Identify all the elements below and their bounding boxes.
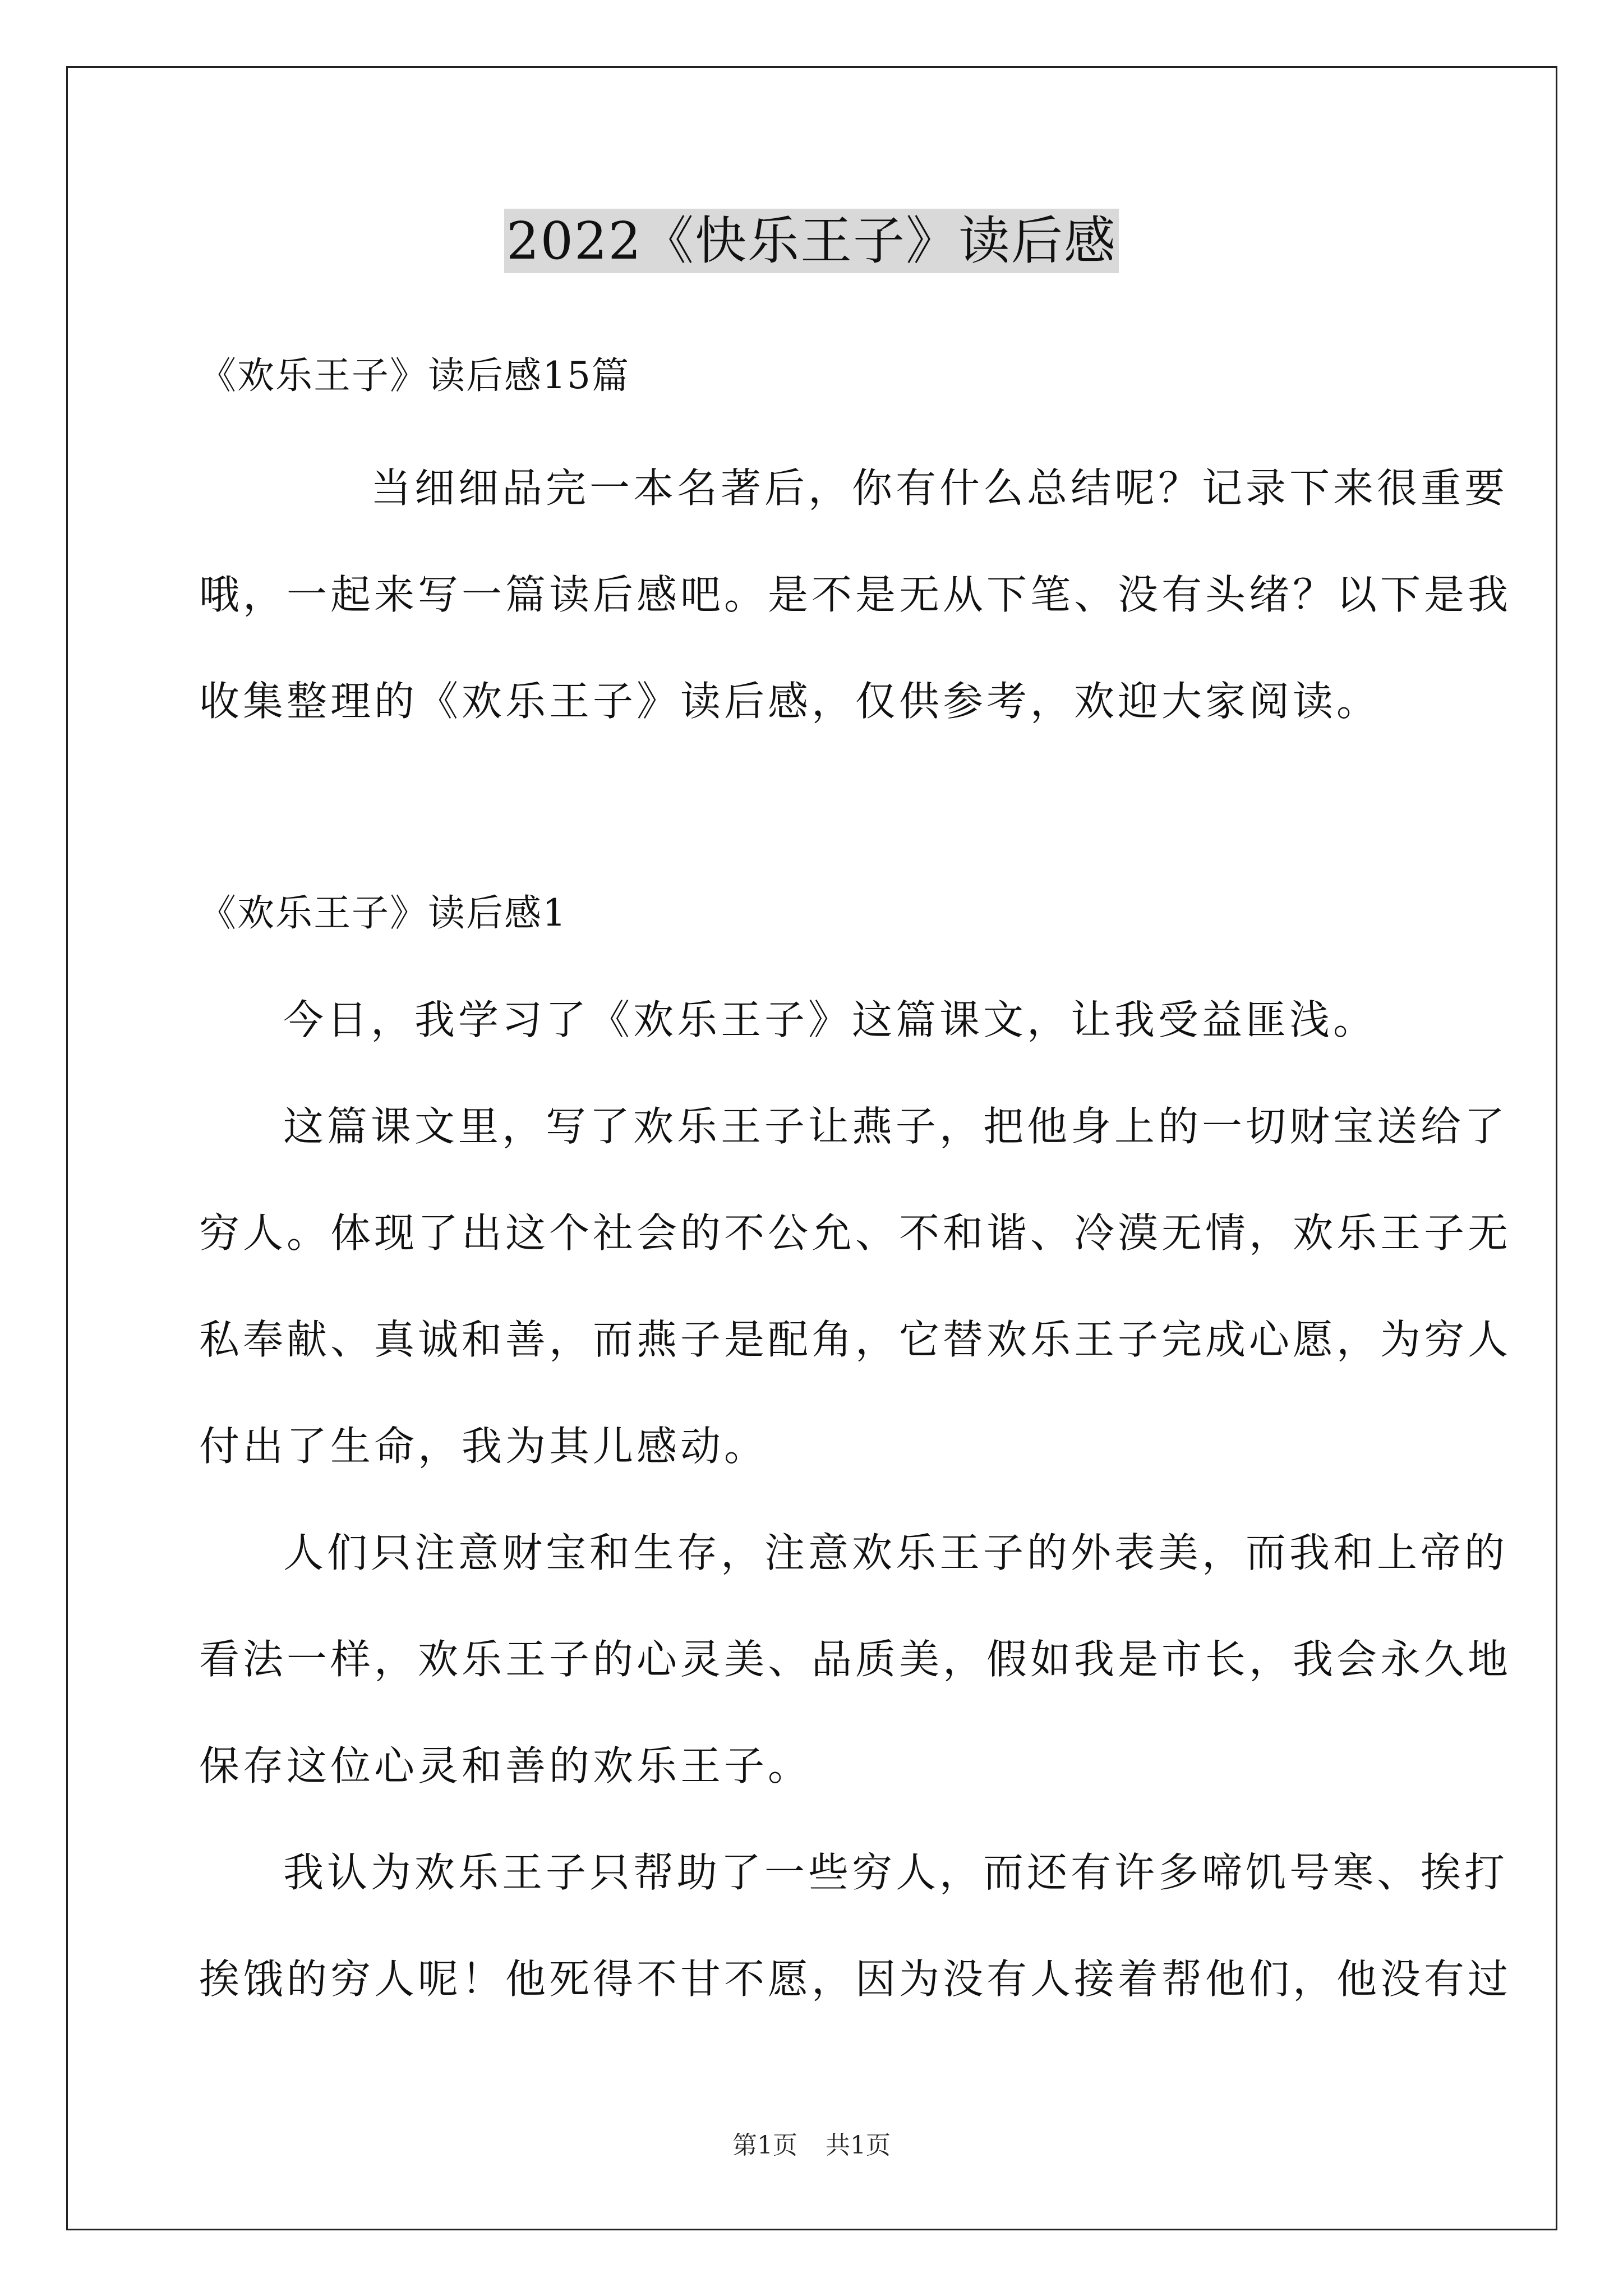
paragraph-line: 私奉献、真诚和善，而燕子是配角，它替欢乐王子完成心愿，为穷人 [199, 1316, 1512, 1363]
intro-line-2: 哦，一起来写一篇读后感吧。是不是无从下笔、没有头绪？以下是我 [199, 571, 1512, 618]
paragraph-line: 这篇课文里，写了欢乐王子让燕子，把他身上的一切财宝送给了 [283, 1103, 1509, 1150]
paragraph-line: 人们只注意财宝和生存，注意欢乐王子的外表美，而我和上帝的 [283, 1529, 1509, 1576]
page-number: 第1页 [732, 2131, 797, 2160]
page-footer [0, 2129, 1623, 2162]
document-title [0, 202, 1623, 280]
section-heading: 《欢乐王子》读后感1 [199, 891, 567, 935]
intro-line-3: 收集整理的《欢乐王子》读后感，仅供参考，欢迎大家阅读。 [199, 678, 1381, 725]
document-subtitle: 《欢乐王子》读后感15篇 [199, 354, 630, 397]
paragraph-line: 付出了生命，我为其儿感动。 [199, 1423, 768, 1470]
paragraph-line: 挨饿的穷人呢！他死得不甘不愿，因为没有人接着帮他们，他没有过 [199, 1955, 1512, 2003]
paragraph-line: 看法一样，欢乐王子的心灵美、品质美，假如我是市长，我会永久地 [199, 1636, 1512, 1683]
paragraph-line: 保存这位心灵和善的欢乐王子。 [199, 1742, 812, 1789]
page-total: 共1页 [826, 2131, 891, 2160]
paragraph-line: 我认为欢乐王子只帮助了一些穷人，而还有许多啼饥号寒、挨打 [283, 1849, 1509, 1896]
paragraph-line: 今日，我学习了《欢乐王子》这篇课文，让我受益匪浅。 [283, 996, 1377, 1043]
intro-line-1: 当细细品完一本名著后，你有什么总结呢？记录下来很重要 [283, 464, 1509, 512]
paragraph-line: 穷人。体现了出这个社会的不公允、不和谐、冷漠无情，欢乐王子无 [199, 1209, 1512, 1257]
document-title-text: 2022《快乐王子》读后感 [504, 209, 1119, 273]
